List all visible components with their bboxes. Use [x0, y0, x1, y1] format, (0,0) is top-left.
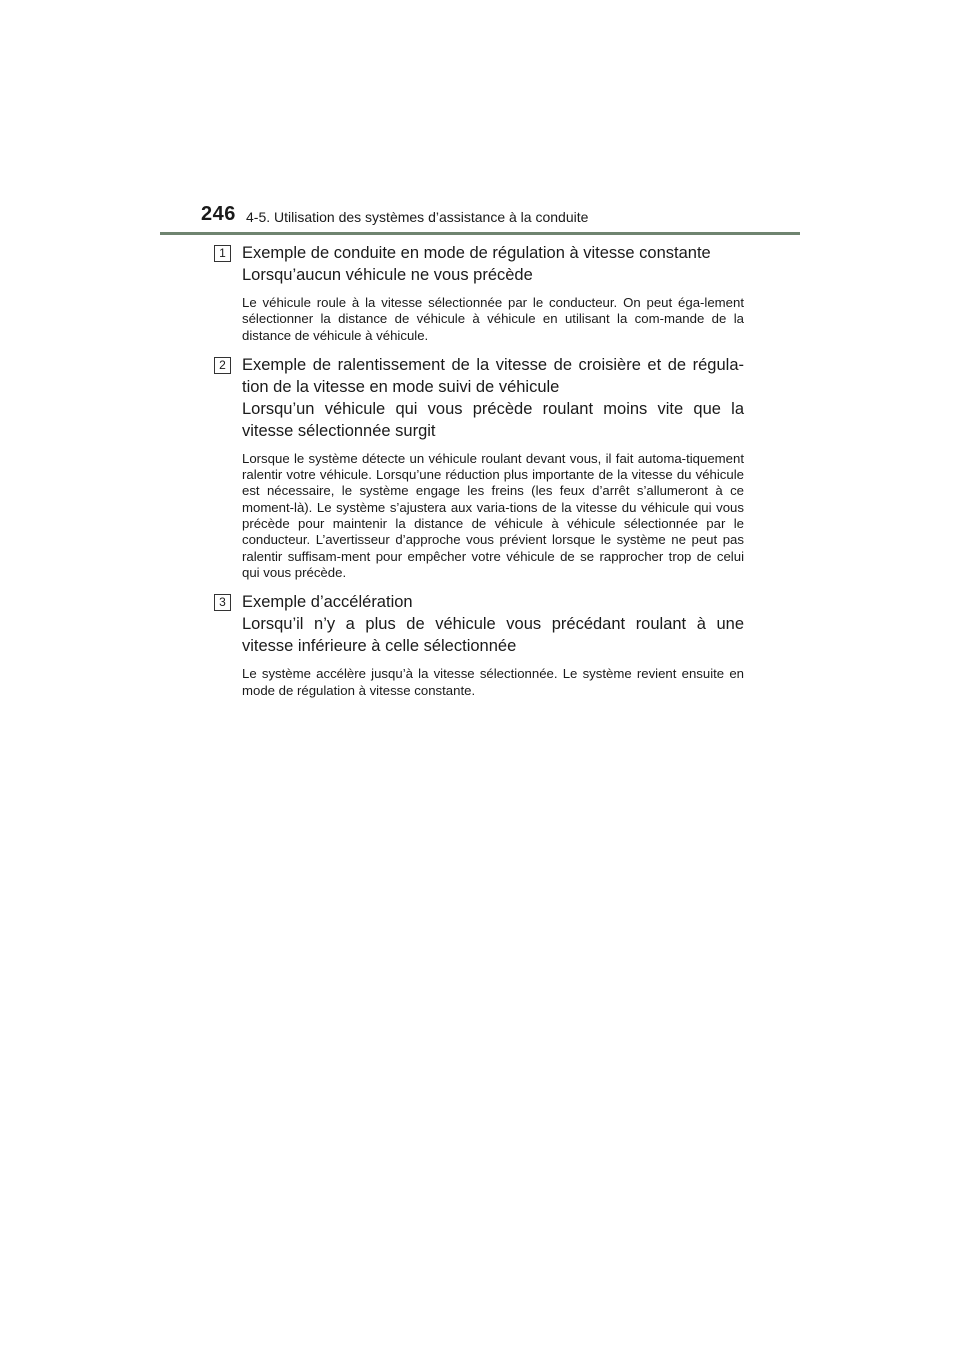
item-heading-line: Lorsqu’il n’y a plus de véhicule vous précédant roulant à une — [242, 615, 744, 634]
list-item-2 — [214, 354, 744, 581]
item-heading-line: vitesse sélectionnée surgit — [242, 421, 436, 440]
item-description: Le système accélère jusqu’à la vitesse sélectionnée. Le système revient ensuite en mode de régulation à vitesse constante. — [242, 666, 744, 698]
item-description: Lorsque le système détecte un véhicule roulant devant vous, il fait automa-tiquement ralentir votre véhicule. Lorsqu’une réduction plus importante de la vitesse du véhicule est nécessaire, le système engage les freins (les feux d’arrêt s’allumeront à ce moment-là). Le système s’ajustera aux varia-tions de la vitesse du véhicule qui vous précède pour maintenir la distance de véhicule à véhicule sélectionnée par le conducteur. L’avertisseur d’approche vous prévient lorsque le système ne peut pas ralentir suffisam-ment pour empêcher votre véhicule de se rapprocher trop de celui qui vous précède. — [242, 450, 744, 580]
list-item-3 — [214, 591, 744, 699]
page-number: 246 — [201, 203, 236, 225]
section-title: 4-5. Utilisation des systèmes d’assistance à la conduite — [246, 209, 589, 225]
item-number-badge: 2 — [214, 357, 231, 374]
item-heading-line: Exemple de ralentissement de la vitesse de croisière et de régula- — [242, 355, 744, 374]
item-number-badge: 1 — [214, 245, 231, 262]
list-item-1 — [214, 242, 744, 344]
item-heading-line: Exemple d’accélération — [242, 593, 413, 612]
item-heading-line: Exemple de conduite en mode de régulation à vitesse constante — [242, 244, 711, 262]
item-number-badge: 3 — [214, 594, 231, 611]
item-description: Le véhicule roule à la vitesse sélectionnée par le conducteur. On peut éga-lement sélectionner la distance de véhicule à véhicule en utilisant la com-mande de la distance de véhicule à véhicule. — [242, 295, 744, 343]
main-content — [214, 242, 744, 709]
item-heading-line: tion de la vitesse en mode suivi de véhicule — [242, 377, 560, 396]
item-heading-line: Lorsqu’aucun véhicule ne vous précède — [242, 266, 533, 284]
header-divider — [160, 232, 800, 235]
item-heading-line: vitesse inférieure à celle sélectionnée — [242, 637, 517, 656]
item-heading-line: Lorsqu’un véhicule qui vous précède roulant moins vite que la — [242, 399, 744, 418]
